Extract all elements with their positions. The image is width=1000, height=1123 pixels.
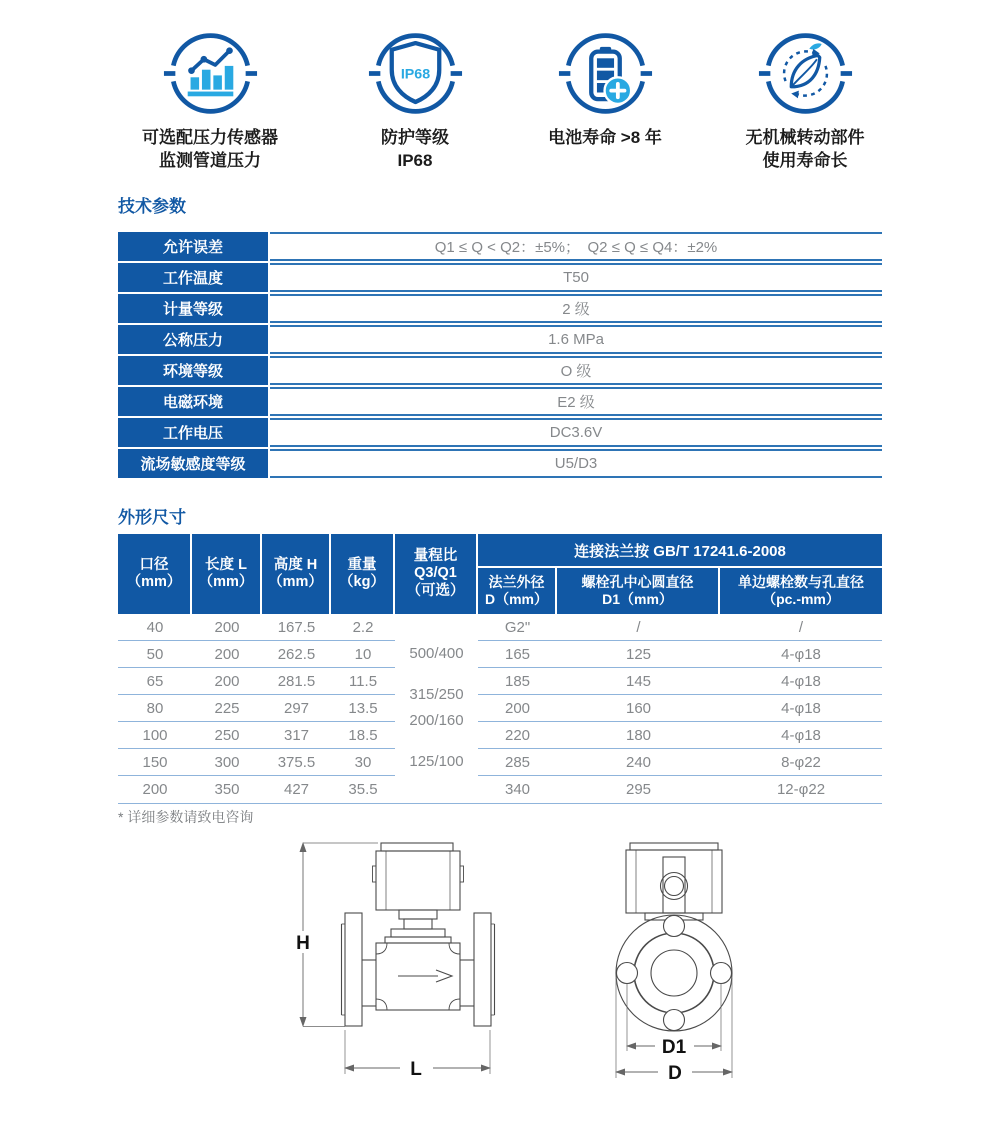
param-label: 公称压力 [118,325,268,354]
table-cell: 281.5 [262,668,331,695]
table-row [118,356,882,385]
header-line: Q3/Q1 [414,565,457,582]
header-line: （mm） [198,574,254,590]
column-header-flange-od [478,568,557,614]
table-cell: 18.5 [331,722,395,749]
table-cell: 295 [625,781,652,798]
param-label: 工作电压 [118,418,268,447]
feature-label-line1: 防护等级 [381,128,449,147]
shield-ip68-icon [368,26,463,121]
table-cell: 262.5 [262,641,331,668]
table-cell: 225 [192,695,262,722]
param-label: 计量等级 [118,294,268,323]
header-line: 螺栓孔中心圆直径 [581,574,694,591]
feature-item-no-moving-parts [710,26,900,172]
front-view-drawing [616,843,732,1031]
table-row [118,325,882,354]
table-cell: 40 [118,614,192,641]
table-cell: 240 [557,749,720,776]
header-line: （kg） [339,574,385,590]
table-cell: 200 [192,641,262,668]
header-line: D（mm） [484,591,548,607]
range-ratio-value: 315/250 [409,686,464,703]
table-cell: 12-φ22 [776,781,826,798]
header-line: 法兰外径 [488,574,545,591]
table-cell: 180 [557,722,720,749]
table-cell: 4-φ18 [720,695,882,722]
table-row [118,294,882,323]
feature-label [548,126,662,149]
table-cell: 13.5 [331,695,395,722]
column-header-height [262,534,331,614]
table-cell: / [720,614,882,641]
feature-label [746,126,865,172]
table-cell: 100 [118,722,192,749]
dim-label-L: L [410,1059,422,1080]
side-view-drawing [342,843,495,1026]
table-cell: 4-φ18 [720,668,882,695]
header-line: 单边螺栓数与孔直径 [738,574,864,591]
table-cell: 150 [118,749,192,776]
feature-label-line2: 使用寿命长 [762,151,848,170]
table-cell: 80 [118,695,192,722]
header-line: （mm） [126,574,182,590]
range-ratio-value: 200/160 [409,712,464,729]
table-cell: 250 [192,722,262,749]
feature-row [100,26,900,172]
dimensions-title: 外形尺寸 [118,508,186,527]
dim-label-D: D [668,1063,682,1084]
feature-label [142,126,278,172]
table-cell: 167.5 [262,614,331,641]
feature-label-line2: IP68 [397,151,433,170]
bar-chart-trend-icon [163,26,258,121]
range-ratio-value: 125/100 [409,753,464,770]
param-label: 工作温度 [118,263,268,292]
dim-label-D1: D1 [661,1037,687,1058]
param-label: 流场敏感度等级 [118,449,268,478]
table-cell: 200 [192,614,262,641]
param-label: 电磁环境 [118,387,268,416]
height-dimension [300,842,379,1027]
table-cell: 35.5 [348,781,378,798]
shield-text: IP68 [400,66,430,83]
header-line: 高度 H [273,556,318,573]
table-cell: 4-φ18 [720,641,882,668]
header-line: （mm） [268,574,323,590]
header-line: （pc.-mm） [762,591,840,607]
table-row [118,449,882,478]
table-cell: / [557,614,720,641]
table-cell: 317 [262,722,331,749]
dimensions-table [118,534,882,804]
table-cell: 375.5 [262,749,331,776]
feature-label-line1: 电池寿命 >8 年 [548,128,662,147]
column-header-weight [331,534,395,614]
feature-label-line2: 监测管道压力 [159,151,261,170]
column-header-length [192,534,262,614]
flange-subheaders [478,568,882,614]
dim-label-H: H [296,933,310,954]
column-header-diameter [118,534,192,614]
technical-drawings [0,838,1000,1095]
table-cell: 125 [557,641,720,668]
table-cell: 10 [331,641,395,668]
table-cell: 165 [478,641,557,668]
table-cell: 145 [557,668,720,695]
param-label: 允许误差 [118,232,268,261]
table-cell: 340 [504,781,531,798]
column-header-bolt-count [720,568,882,614]
param-value: O 级 [270,356,882,385]
table-cell: 427 [283,781,310,798]
table-cell: 65 [118,668,192,695]
param-value: DC3.6V [270,418,882,447]
dimensions-table-header [118,534,882,614]
table-cell: 11.5 [331,668,395,695]
param-value: 1.6 MPa [270,325,882,354]
feature-item-ip68 [330,26,500,172]
table-cell: 30 [331,749,395,776]
datasheet-page [0,26,1000,1123]
table-cell: 297 [262,695,331,722]
table-cell: 50 [118,641,192,668]
range-ratio-value: 500/400 [409,645,464,662]
param-value: U5/D3 [270,449,882,478]
outline-drawings-svg [0,838,1000,1095]
flange-group-title: 连接法兰按 GB/T 17241.6-2008 [478,534,882,568]
table-cell: 2.2 [331,614,395,641]
table-row [118,387,882,416]
battery-plus-icon [558,26,653,121]
feature-label-line1: 无机械转动部件 [745,128,865,147]
footnote: * 详细参数请致电咨询 [118,809,254,825]
param-value: E2 级 [270,387,882,416]
table-cell: 200 [478,695,557,722]
table-cell: 200 [192,668,262,695]
tech-params-title: 技术参数 [118,197,186,216]
param-value: T50 [270,263,882,292]
table-cell: 285 [478,749,557,776]
leaf-recycle-icon [758,26,853,121]
tech-params-table [118,232,882,478]
header-line: 量程比 [413,547,458,564]
column-header-range-ratio [395,534,478,614]
table-row [118,263,882,292]
table-cell: 220 [478,722,557,749]
param-value: 2 级 [270,294,882,323]
table-cell: 160 [557,695,720,722]
header-line: 长度 L [205,556,247,573]
feature-label [381,126,449,172]
table-cell: 200 [142,781,168,798]
table-cell: 300 [192,749,262,776]
param-label: 环境等级 [118,356,268,385]
table-row [118,418,882,447]
table-cell: 4-φ18 [720,722,882,749]
header-line: 口径 [139,556,169,573]
column-header-bolt-circle [557,568,720,614]
header-line: D1（mm） [602,591,673,607]
feature-item-battery [510,26,700,172]
table-cell: G2" [478,614,557,641]
table-cell: 185 [478,668,557,695]
param-value: Q1 ≤ Q < Q2：±5%； Q2 ≤ Q ≤ Q4：±2% [270,232,882,261]
table-cell: 350 [214,781,240,798]
header-line: 重量 [347,556,377,573]
table-cell: 8-φ22 [720,749,882,776]
feature-label-line1: 可选配压力传感器 [142,128,278,147]
table-row [118,232,882,261]
range-ratio-merged-cell [395,614,478,803]
header-line: （可选） [406,582,465,599]
feature-item-pressure [100,26,320,172]
column-group-flange [478,534,882,614]
dimensions-table-body [118,614,882,804]
